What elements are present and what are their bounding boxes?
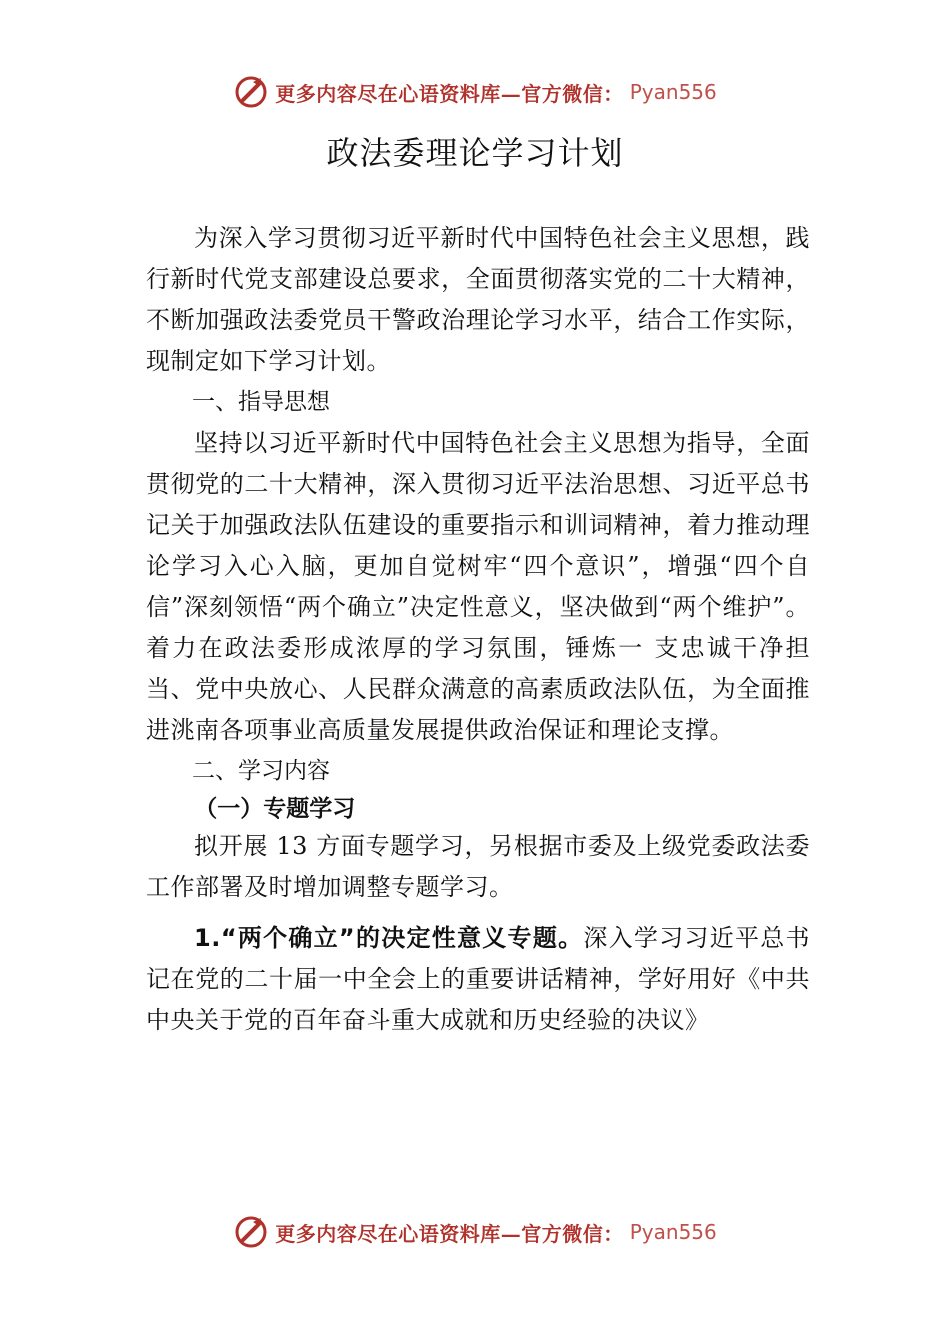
- watermark-wechat-id: Pyan556: [629, 80, 717, 104]
- brush-logo-icon: [233, 1214, 269, 1250]
- topic-study-paragraph: 拟开展 13 方面专题学习，另根据市委及上级党委政法委工作部署及时增加调整专题学习。: [146, 832, 810, 901]
- section-heading-guiding-ideology: 一、指导思想: [192, 389, 330, 415]
- item-1-body: 深入学习习近平总书记在党的二十届一中全会上的重要讲话精神，学好用好《中共中央关于党的百年奋斗重大成就和历史经验的决议》: [146, 924, 810, 1034]
- watermark-footer: [0, 1212, 950, 1252]
- section-heading-study-content: 二、学习内容: [192, 758, 330, 784]
- watermark-text: 更多内容尽在心语资料库—官方微信：: [275, 81, 624, 106]
- document-title: 政法委理论学习计划: [326, 134, 624, 172]
- intro-paragraph: 为深入学习贯彻习近平新时代中国特色社会主义思想，践行新时代党支部建设总要求，全面贯彻落实党的二十大精神，不断加强政法委党员干警政治理论学习水平，结合工作实际，现制定如下学习计划。: [146, 224, 810, 375]
- item-1-paragraph: [146, 918, 810, 1041]
- watermark-header: [0, 72, 950, 112]
- item-1-lead: 1.“两个确立”的决定性意义专题。: [194, 924, 584, 952]
- brush-logo-icon: [233, 74, 269, 110]
- subsection-heading-topic-study: （一）专题学习: [194, 796, 356, 822]
- document-body: [146, 218, 810, 1041]
- watermark-text: 更多内容尽在心语资料库—官方微信：: [275, 1221, 624, 1246]
- guiding-ideology-paragraph: 坚持以习近平新时代中国特色社会主义思想为指导，全面贯彻党的二十大精神，深入贯彻习近平法治思想、习近平总书记关于加强政法队伍建设的重要指示和训词精神，着力推动理论学习入心入脑，更加自觉树牢“四个意识”，增强“四个自信”深刻领悟“两个确立”决定性意义，坚决做到“两个维护”。着力在政法委形成浓厚的学习氛围，锤炼一 支忠诚干净担当、党中央放心、人民群众满意的高素质政法队伍，为全面推进洮南各项事业高质量发展提供政治保证和理论支撑。: [146, 429, 810, 744]
- watermark-wechat-id: Pyan556: [629, 1220, 717, 1244]
